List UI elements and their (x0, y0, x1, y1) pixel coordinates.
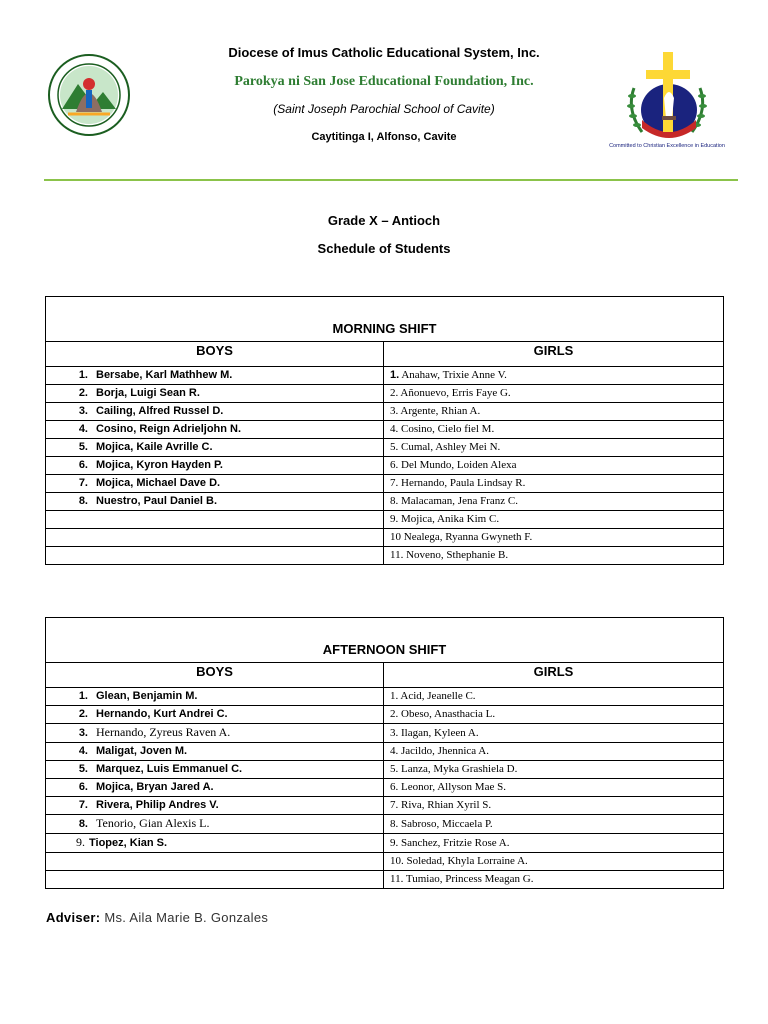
student-name: 2. Añonuevo, Erris Faye G. (390, 387, 511, 399)
row-number: 4. (78, 745, 88, 757)
table-row (46, 815, 724, 834)
adviser-name: Ms. Aila Marie B. Gonzales (104, 910, 269, 925)
boy-student-cell (46, 815, 384, 834)
girl-student-cell (384, 367, 724, 385)
girls-column-header: GIRLS (384, 342, 724, 367)
student-name: 11. Tumiao, Princess Meagan G. (390, 873, 534, 885)
school-address: Caytitinga I, Alfonso, Cavite (311, 131, 457, 143)
boy-student-cell (46, 511, 384, 529)
girl-student-cell (384, 815, 724, 834)
afternoon-shift-table (45, 617, 724, 889)
row-number: 2. (78, 387, 88, 399)
girl-student-cell (384, 439, 724, 457)
girl-student-cell (384, 529, 724, 547)
row-number: 3. (78, 405, 88, 417)
boy-student-cell (46, 706, 384, 724)
boy-student-cell (46, 853, 384, 871)
table-row (46, 797, 724, 815)
student-name: Cailing, Alfred Russel D. (96, 405, 224, 417)
table-row (46, 871, 724, 889)
girl-student-cell (384, 475, 724, 493)
boy-student-cell (46, 367, 384, 385)
table-row (46, 547, 724, 565)
row-number: 5. (78, 763, 88, 775)
girl-student-cell (384, 871, 724, 889)
student-name: 11. Noveno, Sthephanie B. (390, 549, 509, 561)
girl-student-cell (384, 457, 724, 475)
girl-student-cell (384, 743, 724, 761)
girl-student-cell (384, 421, 724, 439)
student-name: 5. Cumal, Ashley Mei N. (390, 441, 501, 453)
row-number: 6. (78, 459, 88, 471)
girl-student-cell (384, 547, 724, 565)
table-row (46, 367, 724, 385)
boy-student-cell (46, 797, 384, 815)
school-seal-logo (48, 54, 130, 136)
table-row (46, 743, 724, 761)
table-row (46, 706, 724, 724)
table-row (46, 457, 724, 475)
boy-student-cell (46, 743, 384, 761)
student-name: Bersabe, Karl Mathhew M. (96, 369, 233, 381)
table-row (46, 688, 724, 706)
student-name: 3. Ilagan, Kyleen A. (390, 726, 479, 739)
adviser-label: Adviser: (46, 910, 101, 925)
boy-student-cell (46, 688, 384, 706)
student-name: 5. Lanza, Myka Grashiela D. (390, 763, 518, 775)
student-name: Nuestro, Paul Daniel B. (96, 495, 218, 507)
table-row (46, 439, 724, 457)
student-name: 10 Nealega, Ryanna Gwyneth F. (390, 531, 533, 543)
student-name: Mojica, Kaile Avrille C. (96, 441, 213, 453)
row-number: 1. (78, 690, 88, 702)
student-name: 10. Soledad, Khyla Lorraine A. (390, 855, 528, 867)
table-row (46, 853, 724, 871)
boy-student-cell (46, 457, 384, 475)
student-name: 8. Malacaman, Jena Franz C. (390, 495, 518, 507)
student-name: 6. Leonor, Allyson Mae S. (390, 781, 506, 793)
student-name: Anahaw, Trixie Anne V. (399, 369, 507, 381)
table-row (46, 724, 724, 743)
table-row (46, 385, 724, 403)
girl-student-cell (384, 853, 724, 871)
table-row (46, 834, 724, 853)
table-row (46, 475, 724, 493)
adviser-line (46, 910, 268, 925)
student-name: Tenorio, Gian Alexis L. (96, 816, 210, 830)
student-name: 4. Cosino, Cielo fiel M. (390, 423, 495, 435)
table-row (46, 779, 724, 797)
boy-student-cell (46, 439, 384, 457)
boys-column-header: BOYS (46, 342, 384, 367)
student-name: Marquez, Luis Emmanuel C. (96, 763, 243, 775)
morning-shift-heading: MORNING SHIFT (46, 297, 724, 342)
girl-student-cell (384, 834, 724, 853)
row-number: 7. (78, 799, 88, 811)
boy-student-cell (46, 493, 384, 511)
boy-student-cell (46, 779, 384, 797)
header-divider (44, 179, 738, 181)
girl-student-cell (384, 797, 724, 815)
student-name: 7. Hernando, Paula Lindsay R. (390, 477, 526, 489)
boy-student-cell (46, 724, 384, 743)
boy-student-cell (46, 475, 384, 493)
student-name: Glean, Benjamin M. (96, 690, 198, 702)
table-row (46, 421, 724, 439)
row-number: 5. (78, 441, 88, 453)
girl-student-cell (384, 779, 724, 797)
row-number: 9. (76, 835, 85, 849)
boy-student-cell (46, 761, 384, 779)
row-number: 6. (78, 781, 88, 793)
student-name: Borja, Luigi Sean R. (96, 387, 200, 399)
girl-student-cell (384, 511, 724, 529)
girl-student-cell (384, 724, 724, 743)
logo-tagline: Committed to Christian Excellence in Education (609, 143, 725, 149)
row-number: 1. (390, 369, 400, 381)
afternoon-shift-heading: AFTERNOON SHIFT (46, 618, 724, 663)
diocese-heading: Diocese of Imus Catholic Educational System, Inc. (228, 45, 540, 60)
student-name: 6. Del Mundo, Loiden Alexa (390, 459, 517, 471)
student-name: Tiopez, Kian S. (89, 837, 168, 849)
morning-shift-table (45, 296, 724, 565)
student-name: 1. Acid, Jeanelle C. (390, 690, 476, 702)
girl-student-cell (384, 493, 724, 511)
boy-student-cell (46, 529, 384, 547)
student-name: Mojica, Kyron Hayden P. (96, 459, 223, 471)
row-number: 8. (78, 495, 88, 507)
schedule-title: Schedule of Students (317, 241, 451, 256)
row-number: 4. (78, 423, 88, 435)
row-number: 3. (78, 727, 88, 739)
student-name: 9. Mojica, Anika Kim C. (390, 513, 500, 525)
student-name: Mojica, Michael Dave D. (96, 477, 221, 489)
row-number: 8. (78, 818, 88, 830)
boy-student-cell (46, 547, 384, 565)
student-name: 7. Riva, Rhian Xyril S. (390, 799, 492, 811)
girl-student-cell (384, 706, 724, 724)
student-name: 8. Sabroso, Miccaela P. (390, 817, 493, 830)
student-name: Hernando, Zyreus Raven A. (96, 725, 231, 739)
student-name: 2. Obeso, Anasthacia L. (390, 708, 496, 720)
girl-student-cell (384, 761, 724, 779)
table-row (46, 529, 724, 547)
student-name: Mojica, Bryan Jared A. (96, 781, 214, 793)
table-row (46, 511, 724, 529)
row-number: 2. (78, 708, 88, 720)
student-name: Maligat, Joven M. (96, 745, 188, 757)
student-name: Rivera, Philip Andres V. (96, 799, 219, 811)
student-name: Hernando, Kurt Andrei C. (96, 708, 228, 720)
row-number: 7. (78, 477, 88, 489)
girl-student-cell (384, 403, 724, 421)
student-name: Cosino, Reign Adrieljohn N. (96, 423, 242, 435)
boys-column-header: BOYS (46, 663, 384, 688)
table-row (46, 403, 724, 421)
boy-student-cell (46, 403, 384, 421)
section-title: Grade X – Antioch (327, 213, 441, 228)
student-name: 9. Sanchez, Fritzie Rose A. (390, 836, 510, 849)
student-name: 3. Argente, Rhian A. (390, 405, 481, 417)
boy-student-cell (46, 421, 384, 439)
girl-student-cell (384, 385, 724, 403)
row-number: 1. (78, 369, 88, 381)
boy-student-cell (46, 385, 384, 403)
school-name: (Saint Joseph Parochial School of Cavite) (273, 102, 495, 116)
boy-student-cell (46, 871, 384, 889)
girls-column-header: GIRLS (384, 663, 724, 688)
student-name: 4. Jacildo, Jhennica A. (390, 745, 489, 757)
foundation-heading: Parokya ni San Jose Educational Foundation, Inc. (234, 74, 534, 89)
girl-student-cell (384, 688, 724, 706)
table-row (46, 493, 724, 511)
table-row (46, 761, 724, 779)
boy-student-cell (46, 834, 384, 853)
